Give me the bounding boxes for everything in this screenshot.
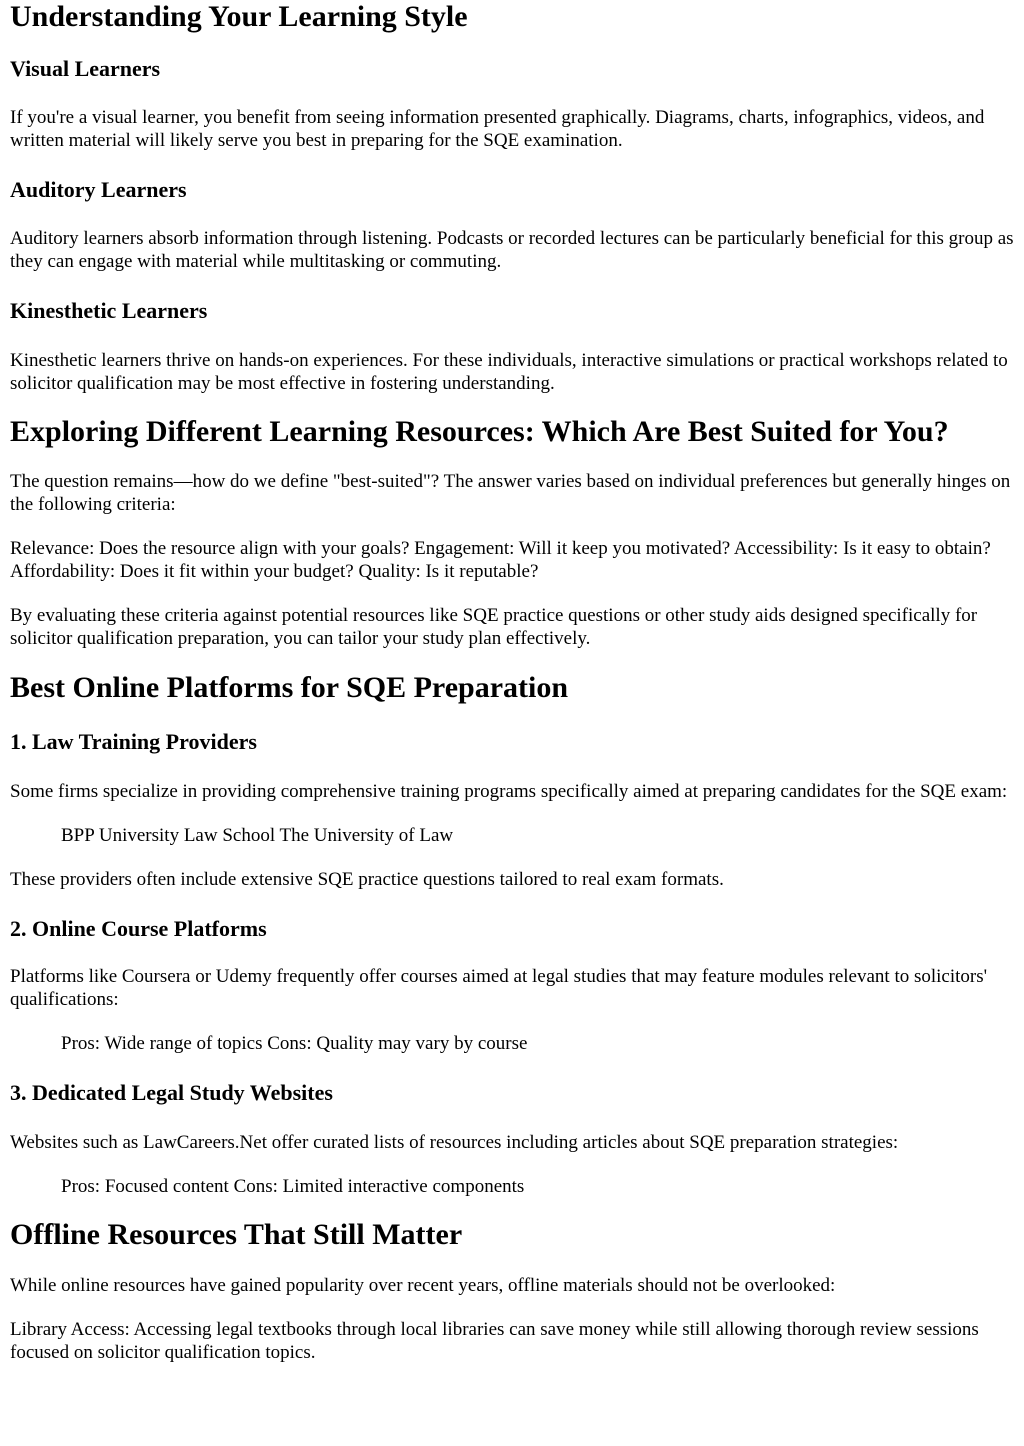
paragraph-best-suited: The question remains—how do we define "best-suited"? The answer varies based on individual preferences but generally hinges on the following criteria: [10, 471, 1011, 515]
paragraph-evaluating: By evaluating these criteria against potential resources like SQE practice questions or other study aids designed specifically for solicitor qualification preparation, you can tailor your study plan effectively. [10, 605, 978, 649]
paragraph-kinesthetic-learners: Kinesthetic learners thrive on hands-on experiences. For these individuals, interactive simulations or practical workshops related to solicitor qualification may be most effective in fostering understanding. [10, 350, 1008, 394]
paragraph-visual-learners: If you're a visual learner, you benefit from seeing information presented graphically. Diagrams, charts, infographics, videos, and written material will likely serve you best in preparing for the SQE examination. [10, 107, 985, 151]
subheading-auditory-learners: Auditory Learners [10, 177, 187, 202]
section-heading-learning-resources: Exploring Different Learning Resources: Which Are Best Suited for You? [10, 415, 949, 448]
subheading-dedicated-websites: 3. Dedicated Legal Study Websites [10, 1080, 333, 1105]
list-online-pros-cons: Pros: Wide range of topics Cons: Quality may vary by course [61, 1033, 528, 1054]
section-heading-offline-resources: Offline Resources That Still Matter [10, 1218, 463, 1251]
paragraph-providers-include: These providers often include extensive SQE practice questions tailored to real exam formats. [10, 869, 724, 890]
paragraph-online-courses: Platforms like Coursera or Udemy frequently offer courses aimed at legal studies that may feature modules relevant to solicitors' qualifications: [10, 966, 988, 1010]
paragraph-criteria: Relevance: Does the resource align with your goals? Engagement: Will it keep you motivated? Accessibility: Is it easy to obtain? Affordability: Does it fit within your budget? Quality: Is it reputable? [10, 538, 991, 582]
paragraph-dedicated-websites: Websites such as LawCareers.Net offer curated lists of resources including articles about SQE preparation strategies: [10, 1132, 899, 1153]
paragraph-library-access: Library Access: Accessing legal textbooks through local libraries can save money while still allowing thorough review sessions focused on solicitor qualification topics. [10, 1319, 979, 1363]
subheading-kinesthetic-learners: Kinesthetic Learners [10, 298, 208, 323]
subheading-visual-learners: Visual Learners [10, 56, 161, 81]
paragraph-auditory-learners: Auditory learners absorb information through listening. Podcasts or recorded lectures can be particularly beneficial for this group as they can engage with material while multitasking or commuting. [10, 228, 1014, 272]
list-law-providers: BPP University Law School The University of Law [61, 825, 454, 846]
section-heading-learning-style: Understanding Your Learning Style [10, 0, 468, 33]
paragraph-law-training: Some firms specialize in providing comprehensive training programs specifically aimed at preparing candidates for the SQE exam: [10, 781, 1008, 802]
list-dedicated-pros-cons: Pros: Focused content Cons: Limited interactive components [61, 1176, 525, 1197]
subheading-online-course-platforms: 2. Online Course Platforms [10, 916, 267, 941]
paragraph-offline-intro: While online resources have gained popularity over recent years, offline materials should not be overlooked: [10, 1275, 836, 1296]
subheading-law-training-providers: 1. Law Training Providers [10, 729, 257, 754]
section-heading-online-platforms: Best Online Platforms for SQE Preparation [10, 671, 569, 704]
